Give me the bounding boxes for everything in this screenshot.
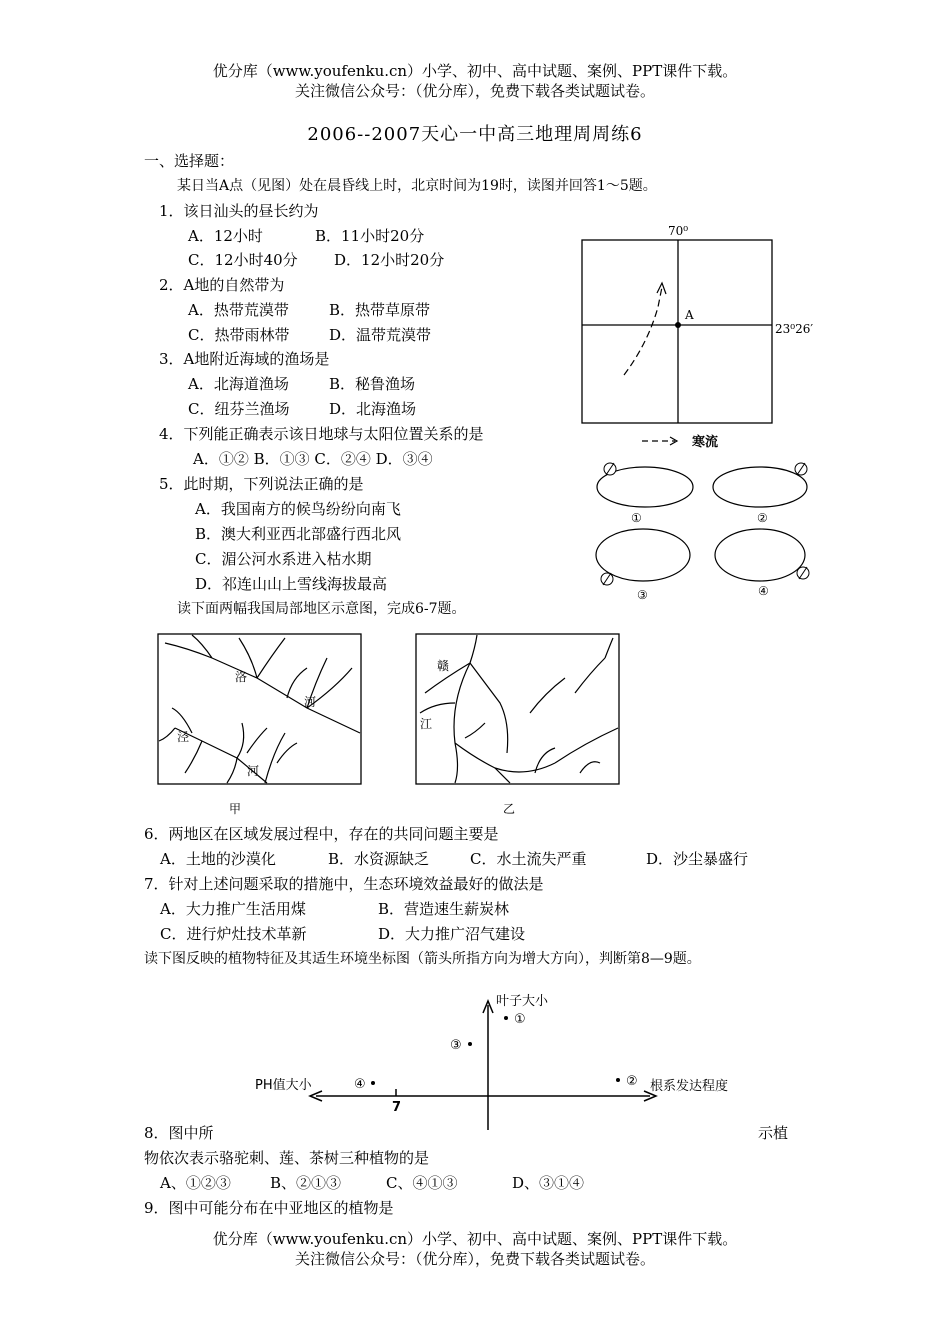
plant-3-point <box>468 1042 472 1046</box>
q8-option-b: B、②①③ <box>270 1174 342 1192</box>
plant-4-label: ④ <box>354 1077 366 1092</box>
caption-yi: 乙 <box>503 802 516 816</box>
orbit-label-1: ① <box>631 511 642 525</box>
q5-option-d: D．祁连山山上雪线海拔最高 <box>195 575 388 593</box>
q8-stem-continued: 物依次表示骆驼刺、莲、茶树三种植物的是 <box>144 1149 430 1167</box>
orbit-label-2: ② <box>757 511 768 525</box>
orbit-label-4: ④ <box>758 584 769 598</box>
point-a-marker <box>675 322 681 328</box>
jinghe-label-2: 河 <box>247 764 260 778</box>
q8-option-a: A、①②③ <box>160 1174 231 1192</box>
q6-option-d: D．沙尘暴盛行 <box>646 850 749 868</box>
orbit-label-3: ③ <box>637 588 648 602</box>
q1-option-c: C．12小时40分 <box>188 251 298 269</box>
q4-stem: 4．下列能正确表示该日地球与太阳位置关系的是 <box>159 425 484 443</box>
header-line2: 关注微信公众号：（优分库），免费下载各类试题试卷。 <box>294 82 655 100</box>
luohe-label-1: 洛 <box>235 670 248 684</box>
q1-option-d: D．12小时20分 <box>334 251 445 269</box>
jinghe-label-1: 泾 <box>177 730 190 744</box>
footer-line1: 优分库（www.youfenku.cn）小学、初中、高中试题、案例、PPT课件下载。 <box>212 1230 738 1248</box>
cold-current-arrow <box>624 287 662 375</box>
plant-3-label: ③ <box>450 1038 462 1053</box>
y-axis-label: 叶子大小 <box>496 994 549 1009</box>
section-heading: 一、选择题： <box>144 152 235 170</box>
q6-option-a: A．土地的沙漠化 <box>160 850 276 868</box>
x-axis-tick-label: 7 <box>392 1100 402 1115</box>
q3-stem: 3．A地附近海域的渔场是 <box>159 350 330 368</box>
x-axis-left-label: PH值大小 <box>255 1078 312 1093</box>
intro-6-7: 读下面两幅我国局部地区示意图，完成6-7题。 <box>177 601 466 617</box>
plant-1-point <box>504 1016 508 1020</box>
caption-jia: 甲 <box>229 802 242 816</box>
q7-stem: 7．针对上述问题采取的措施中，生态环境效益最好的做法是 <box>144 875 544 893</box>
q5-option-a: A．我国南方的候鸟纷纷向南飞 <box>195 500 401 518</box>
intro-1-5: 某日当A点（见图）处在晨昏线上时，北京时间为19时，读图并回答1～5题。 <box>177 178 657 194</box>
plant-4-point <box>371 1081 375 1085</box>
earth-sun-diagrams <box>585 455 825 605</box>
q2-option-c: C．热带雨林带 <box>188 326 290 344</box>
q5-stem: 5．此时期，下列说法正确的是 <box>159 475 364 493</box>
ocean-current-map <box>560 215 860 455</box>
q8-option-c: C、④①③ <box>386 1174 458 1192</box>
q2-option-a: A．热带荒漠带 <box>188 301 289 319</box>
q1-stem: 1．该日汕头的昼长约为 <box>159 202 319 220</box>
plant-2-label: ② <box>626 1074 638 1089</box>
q7-option-b: B．营造速生薪炭林 <box>378 900 510 918</box>
x-axis-right-label: 根系发达程度 <box>650 1079 729 1094</box>
q6-option-b: B．水资源缺乏 <box>328 850 430 868</box>
footer-line2: 关注微信公众号：（优分库），免费下载各类试题试卷。 <box>294 1250 655 1268</box>
q7-option-d: D．大力推广沼气建设 <box>378 925 526 943</box>
river-map-yi <box>415 633 625 825</box>
q8-stem-end: 示植 <box>758 1124 789 1142</box>
plant-2-point <box>616 1078 620 1082</box>
q3-option-d: D．北海渔场 <box>329 400 417 418</box>
q1-option-a: A．12小时 <box>188 227 263 245</box>
intro-8-9: 读下图反映的植物特征及其适生环境坐标图（箭头所指方向为增大方向），判断第8—9题。 <box>144 951 701 967</box>
q8-stem-start: 8．图中所 <box>144 1124 214 1142</box>
q3-option-b: B．秘鲁渔场 <box>329 375 416 393</box>
plant-1-label: ① <box>514 1012 526 1027</box>
ganjiang-label: 江 <box>420 717 433 731</box>
q1-option-b: B．11小时20分 <box>315 227 425 245</box>
gan-city-label: 赣 <box>437 659 450 673</box>
latitude-label: 23⁰26′ <box>775 322 814 336</box>
plant-coordinate-plot <box>250 985 770 1135</box>
longitude-label: 70⁰ <box>668 224 689 238</box>
q6-stem: 6．两地区在区域发展过程中，存在的共同问题主要是 <box>144 825 499 843</box>
header-line1: 优分库（www.youfenku.cn）小学、初中、高中试题、案例、PPT课件下载。 <box>212 62 738 80</box>
q9-stem: 9．图中可能分布在中亚地区的植物是 <box>144 1199 394 1217</box>
q4-options: A．①② B．①③ C．②④ D．③④ <box>193 450 433 468</box>
q2-option-b: B．热带草原带 <box>329 301 431 319</box>
q5-option-c: C．湄公河水系进入枯水期 <box>195 550 372 568</box>
q3-option-a: A．北海道渔场 <box>188 375 289 393</box>
q5-option-b: B．澳大利亚西北部盛行西北风 <box>195 525 402 543</box>
q2-stem: 2．A地的自然带为 <box>159 276 285 294</box>
q6-option-c: C．水土流失严重 <box>470 850 587 868</box>
legend-cold-current-label: 寒流 <box>692 435 719 450</box>
river-map-jia <box>157 633 367 825</box>
page-title: 2006--2007天心一中高三地理周周练6 <box>307 124 643 145</box>
q2-option-d: D．温带荒漠带 <box>329 326 432 344</box>
point-a-label: A <box>685 308 694 322</box>
luohe-label-2: 河 <box>304 695 317 709</box>
q7-option-c: C．进行炉灶技术革新 <box>160 925 307 943</box>
q8-option-d: D、③①④ <box>512 1174 585 1192</box>
q7-option-a: A．大力推广生活用煤 <box>160 900 306 918</box>
q3-option-c: C．纽芬兰渔场 <box>188 400 290 418</box>
